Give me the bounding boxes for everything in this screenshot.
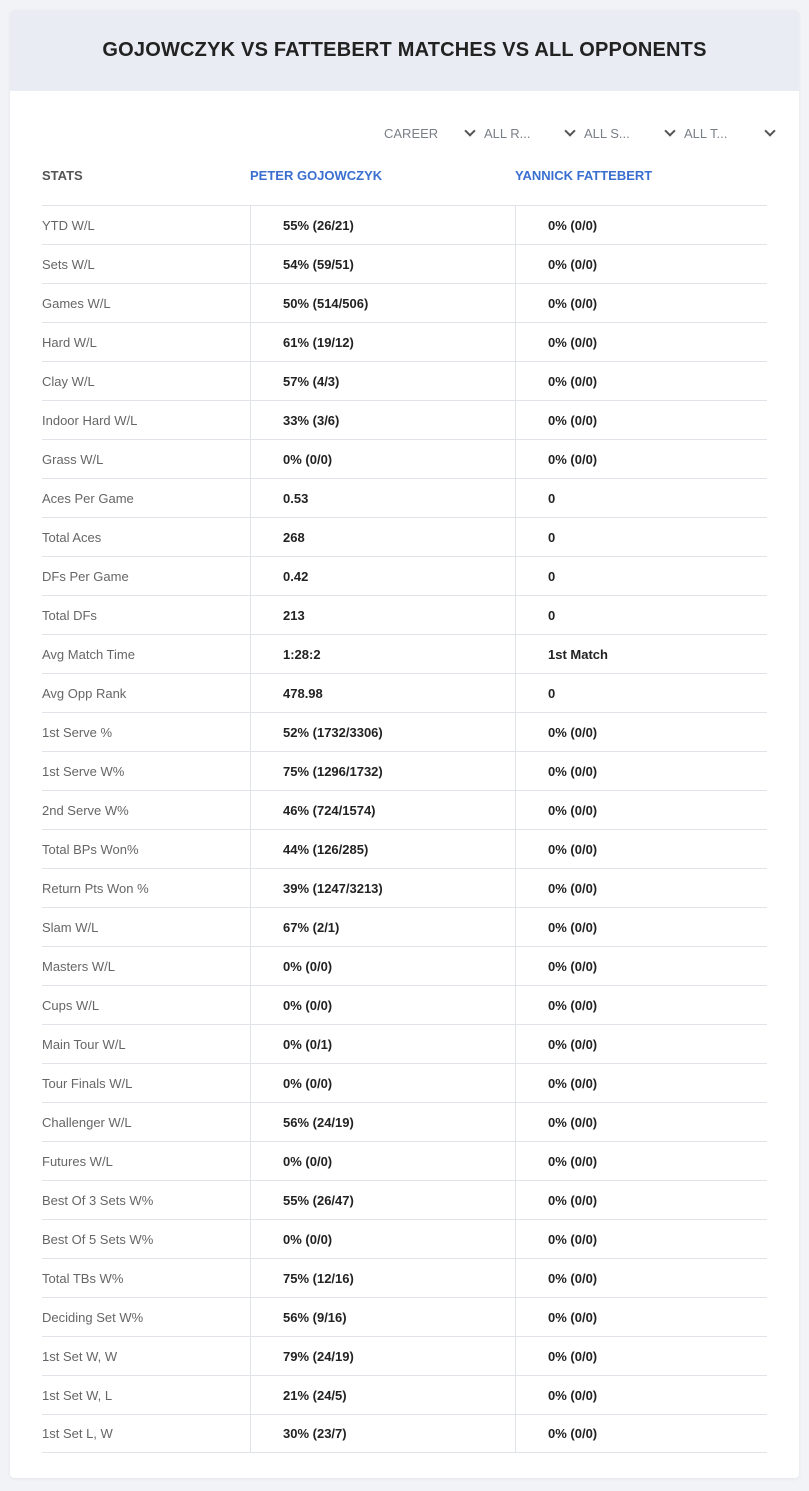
- table-row: [42, 790, 767, 829]
- player1-value: 54% (59/51): [250, 245, 515, 283]
- player1-value: 30% (23/7): [250, 1415, 515, 1452]
- player2-value: 0% (0/0): [515, 1025, 767, 1063]
- stat-label: Best Of 5 Sets W%: [42, 1231, 154, 1247]
- player1-value: 268: [250, 518, 515, 556]
- chevron-down-icon: [764, 125, 775, 136]
- player2-link[interactable]: YANNICK FATTEBERT: [515, 168, 653, 183]
- player2-value: 0: [515, 518, 767, 556]
- player1-value: 478.98: [250, 674, 515, 712]
- stat-label: Sets W/L: [42, 256, 95, 272]
- table-row: [42, 751, 767, 790]
- stat-label: 1st Set W, L: [42, 1387, 113, 1403]
- filter-label: ALL S...: [584, 125, 630, 141]
- table-row: [42, 556, 767, 595]
- filter-period-select[interactable]: [380, 123, 480, 143]
- player1-value: 61% (19/12): [250, 323, 515, 361]
- table-row: [42, 1024, 767, 1063]
- player1-value: 0% (0/0): [250, 1064, 515, 1102]
- filter-tournament-select[interactable]: [680, 123, 780, 143]
- player1-value: 67% (2/1): [250, 908, 515, 946]
- player2-value: 0: [515, 479, 767, 517]
- player1-value: 50% (514/506): [250, 284, 515, 322]
- stat-label: Main Tour W/L: [42, 1036, 126, 1052]
- stat-label: Hard W/L: [42, 334, 97, 350]
- filter-surface-select[interactable]: [580, 123, 680, 143]
- player2-value: 0% (0/0): [515, 986, 767, 1024]
- player2-value: 0% (0/0): [515, 1298, 767, 1336]
- stats-table: [42, 205, 767, 1453]
- stat-label: 2nd Serve W%: [42, 802, 129, 818]
- table-row: [42, 829, 767, 868]
- table-row: [42, 1258, 767, 1297]
- filter-bar: [380, 123, 780, 143]
- table-row: [42, 1180, 767, 1219]
- player2-value: 0% (0/0): [515, 1142, 767, 1180]
- table-row: [42, 478, 767, 517]
- stat-label: 1st Set L, W: [42, 1426, 113, 1441]
- player2-value: 0% (0/0): [515, 1181, 767, 1219]
- player2-value: 0% (0/0): [515, 1103, 767, 1141]
- table-row: [42, 985, 767, 1024]
- player1-value: 55% (26/21): [250, 206, 515, 244]
- player2-value: 0% (0/0): [515, 713, 767, 751]
- table-row: [42, 1141, 767, 1180]
- player2-value: 0% (0/0): [515, 245, 767, 283]
- table-row: [42, 634, 767, 673]
- table-row: [42, 673, 767, 712]
- player1-value: 55% (26/47): [250, 1181, 515, 1219]
- player2-value: 0% (0/0): [515, 752, 767, 790]
- stat-label: Total DFs: [42, 607, 97, 623]
- stat-label: Cups W/L: [42, 997, 100, 1013]
- table-row: [42, 595, 767, 634]
- stat-label: Total BPs Won%: [42, 841, 139, 857]
- table-row: [42, 712, 767, 751]
- player1-value: 0% (0/0): [250, 440, 515, 478]
- player1-value: 56% (9/16): [250, 1298, 515, 1336]
- stat-label: 1st Serve %: [42, 724, 113, 740]
- player2-value: 0% (0/0): [515, 206, 767, 244]
- player1-value: 0% (0/0): [250, 947, 515, 985]
- table-row: [42, 244, 767, 283]
- player1-value: 0% (0/1): [250, 1025, 515, 1063]
- player2-value: 0% (0/0): [515, 362, 767, 400]
- player1-value: 57% (4/3): [250, 362, 515, 400]
- player2-value: 0% (0/0): [515, 1259, 767, 1297]
- player2-value: 0: [515, 596, 767, 634]
- filter-label: ALL R...: [484, 125, 531, 141]
- player1-value: 21% (24/5): [250, 1376, 515, 1414]
- table-row: [42, 1297, 767, 1336]
- player1-value: 44% (126/285): [250, 830, 515, 868]
- player1-value: 0.53: [250, 479, 515, 517]
- player1-value: 0% (0/0): [250, 986, 515, 1024]
- table-row: [42, 1102, 767, 1141]
- stat-label: 1st Serve W%: [42, 763, 125, 779]
- chevron-down-icon: [664, 125, 675, 136]
- stat-label: Best Of 3 Sets W%: [42, 1192, 154, 1208]
- stat-label: Tour Finals W/L: [42, 1075, 133, 1091]
- player2-value: 0% (0/0): [515, 1337, 767, 1375]
- table-row: [42, 907, 767, 946]
- stat-label: Slam W/L: [42, 919, 99, 935]
- player1-value: 56% (24/19): [250, 1103, 515, 1141]
- player2-value: 0: [515, 674, 767, 712]
- table-row: [42, 517, 767, 556]
- stat-label: Indoor Hard W/L: [42, 412, 138, 428]
- stat-label: DFs Per Game: [42, 568, 129, 584]
- player2-value: 0% (0/0): [515, 1415, 767, 1452]
- column-header-stats: STATS: [42, 168, 83, 183]
- table-row: [42, 1063, 767, 1102]
- table-row: [42, 1375, 767, 1414]
- stats-card: [10, 10, 799, 1478]
- player2-value: 0% (0/0): [515, 869, 767, 907]
- player2-value: 0: [515, 557, 767, 595]
- player1-value: 75% (1296/1732): [250, 752, 515, 790]
- table-row: [42, 868, 767, 907]
- stat-label: Avg Match Time: [42, 646, 135, 662]
- stat-label: Return Pts Won %: [42, 880, 149, 896]
- table-row: [42, 1336, 767, 1375]
- stat-label: YTD W/L: [42, 217, 95, 233]
- stat-label: Grass W/L: [42, 451, 104, 467]
- stat-label: Challenger W/L: [42, 1114, 132, 1130]
- table-row: [42, 205, 767, 244]
- stat-label: Futures W/L: [42, 1153, 113, 1169]
- table-row: [42, 1414, 767, 1453]
- player2-value: 0% (0/0): [515, 284, 767, 322]
- player2-value: 0% (0/0): [515, 401, 767, 439]
- player2-value: 1st Match: [515, 635, 767, 673]
- player1-value: 0% (0/0): [250, 1220, 515, 1258]
- table-row: [42, 439, 767, 478]
- table-row: [42, 400, 767, 439]
- stat-label: Deciding Set W%: [42, 1309, 144, 1325]
- player1-value: 33% (3/6): [250, 401, 515, 439]
- player1-value: 79% (24/19): [250, 1337, 515, 1375]
- header: [10, 10, 799, 91]
- player1-value: 39% (1247/3213): [250, 869, 515, 907]
- table-row: [42, 361, 767, 400]
- stat-label: Avg Opp Rank: [42, 685, 127, 701]
- stat-label: Total Aces: [42, 529, 102, 545]
- stat-label: Clay W/L: [42, 373, 95, 389]
- filter-round-select[interactable]: [480, 123, 580, 143]
- player2-value: 0% (0/0): [515, 947, 767, 985]
- filter-label: ALL T...: [684, 125, 728, 141]
- player1-link[interactable]: PETER GOJOWCZYK: [250, 168, 383, 183]
- table-row: [42, 283, 767, 322]
- stat-label: Aces Per Game: [42, 490, 134, 506]
- player1-value: 1:28:2: [250, 635, 515, 673]
- player2-value: 0% (0/0): [515, 791, 767, 829]
- player2-value: 0% (0/0): [515, 1376, 767, 1414]
- player2-value: 0% (0/0): [515, 830, 767, 868]
- table-row: [42, 946, 767, 985]
- chevron-down-icon: [564, 125, 575, 136]
- stat-label: Total TBs W%: [42, 1270, 124, 1286]
- player2-value: 0% (0/0): [515, 1064, 767, 1102]
- player1-value: 46% (724/1574): [250, 791, 515, 829]
- filter-label: CAREER: [384, 125, 439, 141]
- player2-value: 0% (0/0): [515, 1220, 767, 1258]
- player1-value: 0.42: [250, 557, 515, 595]
- player2-value: 0% (0/0): [515, 323, 767, 361]
- table-row: [42, 1219, 767, 1258]
- player1-value: 213: [250, 596, 515, 634]
- stat-label: Masters W/L: [42, 958, 115, 974]
- player2-value: 0% (0/0): [515, 908, 767, 946]
- stat-label: Games W/L: [42, 295, 111, 311]
- chevron-down-icon: [464, 125, 475, 136]
- table-row: [42, 322, 767, 361]
- player2-value: 0% (0/0): [515, 440, 767, 478]
- player1-value: 75% (12/16): [250, 1259, 515, 1297]
- page-title: GOJOWCZYK VS FATTEBERT MATCHES VS ALL OPPONENTS: [102, 39, 707, 61]
- stat-label: 1st Set W, W: [42, 1348, 118, 1364]
- player1-value: 52% (1732/3306): [250, 713, 515, 751]
- player1-value: 0% (0/0): [250, 1142, 515, 1180]
